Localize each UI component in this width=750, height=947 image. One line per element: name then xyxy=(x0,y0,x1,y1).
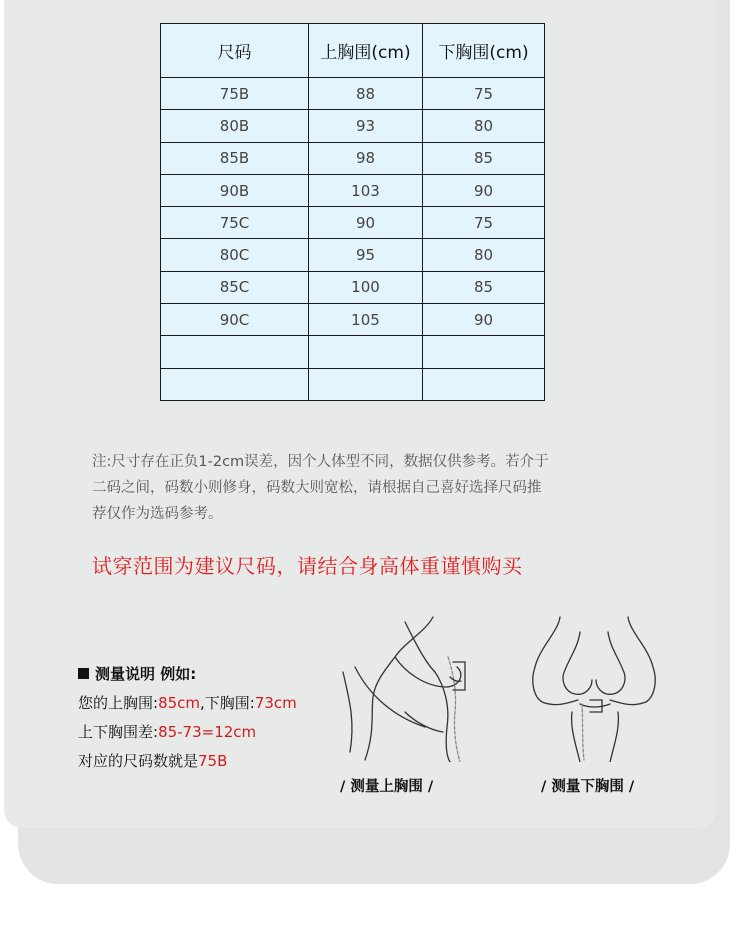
table-cell: 75B xyxy=(161,78,309,110)
note-line: 注:尺寸存在正负1-2cm误差，因个人体型不同，数据仅供参考。若介于 xyxy=(92,454,549,470)
table-row xyxy=(161,174,545,206)
table-cell: 98 xyxy=(309,142,423,174)
table-cell: 90 xyxy=(423,174,545,206)
table-cell: 105 xyxy=(309,304,423,336)
under-bust-measure-illustration xyxy=(520,612,670,762)
table-cell: 90 xyxy=(423,304,545,336)
difference-value: 85-73=12cm xyxy=(158,723,257,741)
table-cell xyxy=(423,336,545,368)
result-value: 75B xyxy=(198,752,228,770)
difference-label: 上下胸围差: xyxy=(78,723,159,741)
note-line: 二码之间，码数小则修身，码数大则宽松，请根据自己喜好选择尺码推 xyxy=(92,480,542,496)
table-row xyxy=(161,78,545,110)
table-cell: 80C xyxy=(161,239,309,271)
table-cell xyxy=(423,368,545,400)
fit-warning: 试穿范围为建议尺码，请结合身高体重谨慎购买 xyxy=(92,554,523,578)
under-bust-value: 73cm xyxy=(254,694,297,712)
under-bust-label: ,下胸围: xyxy=(200,694,255,712)
table-cell: 88 xyxy=(309,78,423,110)
table-cell: 80B xyxy=(161,110,309,142)
measure-instructions xyxy=(78,660,297,776)
table-cell xyxy=(309,336,423,368)
measure-line-1 xyxy=(78,689,297,718)
table-cell: 80 xyxy=(423,110,545,142)
measure-line-3 xyxy=(78,747,297,776)
table-cell xyxy=(161,368,309,400)
table-cell: 100 xyxy=(309,271,423,303)
table-cell xyxy=(309,368,423,400)
header-under-bust: 下胸围(cm) xyxy=(423,24,545,78)
table-row xyxy=(161,110,545,142)
table-cell: 85B xyxy=(161,142,309,174)
table-cell: 103 xyxy=(309,174,423,206)
table-row xyxy=(161,271,545,303)
table-cell: 90C xyxy=(161,304,309,336)
header-size: 尺码 xyxy=(161,24,309,78)
table-row xyxy=(161,142,545,174)
table-row xyxy=(161,304,545,336)
note-line: 荐仅作为选码参考。 xyxy=(92,506,223,522)
upper-bust-label: 您的上胸围: xyxy=(78,694,159,712)
table-cell: 95 xyxy=(309,239,423,271)
result-label: 对应的尺码数就是 xyxy=(78,752,199,770)
table-cell xyxy=(161,336,309,368)
header-upper-bust: 上胸围(cm) xyxy=(309,24,423,78)
table-cell: 90B xyxy=(161,174,309,206)
table-cell: 85 xyxy=(423,271,545,303)
table-cell: 85C xyxy=(161,271,309,303)
size-note xyxy=(92,449,632,527)
table-cell: 75 xyxy=(423,78,545,110)
table-cell: 75C xyxy=(161,207,309,239)
caption-upper-bust: / 测量上胸围 / xyxy=(340,779,434,795)
measure-line-2 xyxy=(78,718,297,747)
table-cell: 75 xyxy=(423,207,545,239)
table-cell: 93 xyxy=(309,110,423,142)
measure-title: 测量说明 例如: xyxy=(95,665,197,683)
upper-bust-value: 85cm xyxy=(158,694,201,712)
table-cell: 90 xyxy=(309,207,423,239)
table-cell: 85 xyxy=(423,142,545,174)
table-row xyxy=(161,368,545,400)
table-row xyxy=(161,336,545,368)
size-table xyxy=(160,23,545,401)
measure-title-row xyxy=(78,660,297,689)
table-row xyxy=(161,207,545,239)
table-row xyxy=(161,239,545,271)
table-cell: 80 xyxy=(423,239,545,271)
square-bullet-icon xyxy=(78,668,89,679)
upper-bust-measure-illustration xyxy=(335,612,475,762)
caption-under-bust: / 测量下胸围 / xyxy=(541,779,635,795)
table-header-row xyxy=(161,24,545,78)
